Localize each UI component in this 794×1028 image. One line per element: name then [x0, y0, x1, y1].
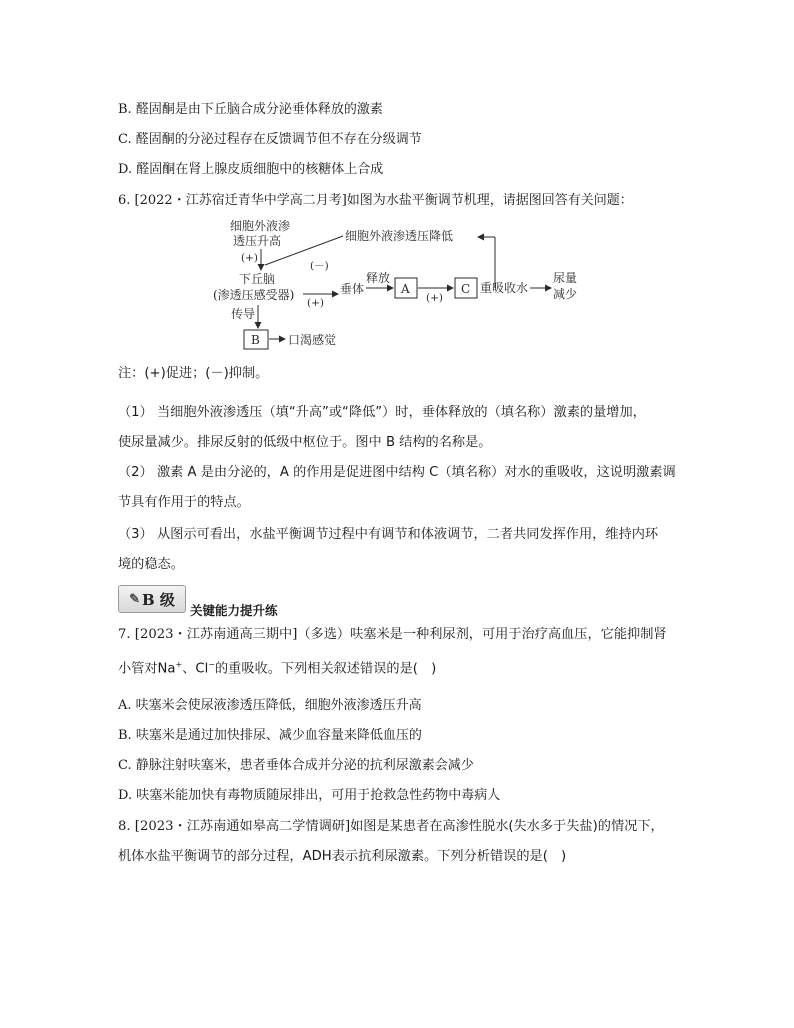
sub-question-1	[118, 398, 680, 458]
option-q7-c	[118, 757, 474, 775]
option-text: 呋塞米会使尿液渗透压降低，细胞外液渗透压升高	[135, 698, 422, 713]
diagram-label-top-left-2: 透压升高	[233, 234, 282, 248]
option-letter: C.	[118, 132, 132, 147]
option-letter: B.	[118, 102, 132, 117]
sub-question-2	[118, 458, 680, 518]
question-number: 8.	[118, 819, 131, 834]
option-q7-d	[118, 787, 500, 805]
stem-text: 、Cl	[182, 661, 209, 677]
superscript: +	[175, 660, 183, 669]
diagram-hypothalamus-1: 下丘脑	[239, 272, 276, 286]
sub-question-line: （2） 激素 A 是由分泌的，A 的作用是促进图中结构 C（填名称）对水的重吸收，这说明激素调	[118, 465, 676, 480]
option-text: 静脉注射呋塞米，患者垂体合成并分泌的抗利尿激素会减少	[135, 758, 474, 773]
option-letter: D.	[118, 788, 133, 803]
option-q7-b	[118, 727, 422, 745]
sub-question-line: 节具有作用于的特点。	[118, 495, 250, 510]
question-stem-line: 机体水盐平衡调节的部分过程，ADH表示抗利尿激素。下列分析错误的是( )	[118, 849, 567, 864]
question-6-header	[118, 192, 633, 210]
option-q5-b	[118, 101, 383, 119]
option-q5-c	[118, 131, 422, 149]
question-stem-line	[118, 620, 680, 650]
question-source: [2022・江苏宿迁青华中学高二月考]	[134, 193, 347, 208]
option-q5-d	[118, 161, 383, 179]
question-stem-line	[118, 650, 680, 684]
diagram-urine-1: 尿量	[553, 271, 578, 285]
sub-question-line: （1） 当细胞外液渗透压（填“升高”或“降低”）时，垂体释放的（填名称）激素的量增加，	[118, 405, 646, 420]
diagram-plus-3: (+)	[426, 292, 443, 304]
question-number: 7.	[118, 627, 131, 642]
question-stem: （多选）呋塞米是一种利尿剂，可用于治疗高血压，它能抑制肾	[297, 627, 667, 642]
question-stem-line	[118, 812, 680, 842]
sub-question-line: 使尿量减少。排尿反射的低级中枢位于。图中 B 结构的名称是。	[118, 435, 492, 450]
diagram-plus-2: (+)	[307, 297, 324, 309]
question-source: [2023・江苏南通高三期中]	[134, 627, 298, 642]
stem-text: 小管对Na	[118, 661, 176, 677]
superscript: −	[208, 660, 215, 669]
option-text: 呋塞米能加快有毒物质随尿排出，可用于抢救急性药物中毒病人	[136, 788, 501, 803]
diagram-urine-2: 减少	[553, 287, 578, 301]
diagram-plus-1: (+)	[241, 252, 258, 264]
diagram-note: 注：(+)促进；(－)抑制。	[118, 366, 269, 381]
option-text: 呋塞米是通过加快排尿、减少血容量来降低血压的	[135, 728, 422, 743]
diagram-label-top-left-1: 细胞外液渗	[230, 219, 291, 233]
option-letter: D.	[118, 162, 133, 177]
option-text: 醛固酮的分泌过程存在反馈调节但不存在分级调节	[135, 132, 422, 147]
question-stem: 如图为水盐平衡调节机理，请据图回答有关问题：	[346, 193, 633, 208]
diagram-box-b: B	[251, 333, 260, 347]
diagram-thirst: 口渴感觉	[288, 333, 337, 347]
diagram-minus: (－)	[310, 260, 329, 272]
diagram-pituitary: 垂体	[340, 282, 365, 296]
diagram-box-c: C	[461, 282, 471, 296]
question-8-stem	[118, 812, 680, 872]
sub-question-line: 境的稳态。	[118, 557, 184, 572]
diagram-reabsorb: 重吸收水	[480, 281, 529, 295]
diagram-release: 释放	[366, 271, 391, 285]
question-source: [2023・江苏南通如皋高二学情调研]	[134, 819, 351, 834]
level-title: 关键能力提升练	[190, 603, 278, 618]
option-text: 醛固酮在肾上腺皮质细胞中的核糖体上合成	[136, 162, 384, 177]
option-letter: B.	[118, 728, 132, 743]
water-salt-balance-diagram	[195, 215, 595, 355]
question-number: 6.	[118, 193, 131, 208]
diagram-label-decrease: 细胞外液渗透压降低	[345, 229, 454, 243]
sub-question-3	[118, 520, 680, 580]
diagram-box-a: A	[401, 282, 410, 296]
option-text: 醛固酮是由下丘脑合成分泌垂体释放的激素	[135, 102, 383, 117]
diagram-conduct: 传导	[231, 307, 256, 321]
question-stem: 如图是某患者在高渗性脱水(失水多于失盐)的情况下，	[350, 819, 664, 834]
option-q7-a	[118, 697, 422, 715]
level-badge-label: B 级	[142, 590, 175, 609]
pen-icon: ✎	[129, 591, 140, 607]
sub-question-line: （3） 从图示可看出，水盐平衡调节过程中有调节和体液调节，二者共同发挥作用，维持内环	[118, 527, 659, 542]
diagram-hypothalamus-2: (渗透压感受器)	[213, 288, 295, 302]
stem-text: 的重吸收。下列相关叙述错误的是( )	[214, 661, 437, 677]
level-badge	[118, 585, 186, 613]
option-letter: C.	[118, 758, 132, 773]
question-7-stem	[118, 620, 680, 684]
option-letter: A.	[118, 698, 132, 713]
